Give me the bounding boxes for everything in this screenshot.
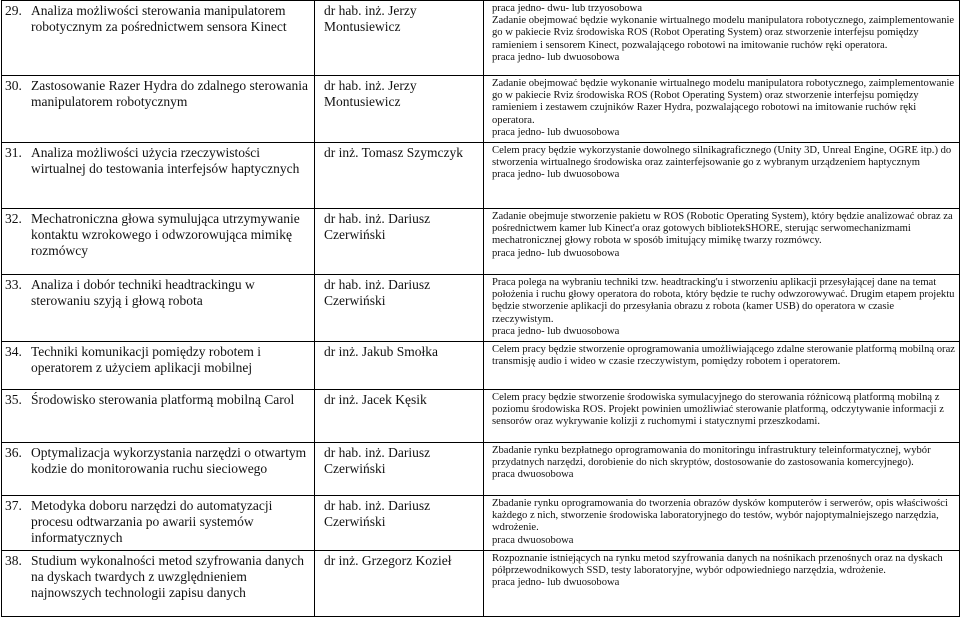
description-cell xyxy=(484,443,960,496)
thesis-title: Studium wykonalności metod szyfrowania danych na dyskach twardych z uwzględnieniem najnowszych technologii zapisu danych xyxy=(31,552,304,600)
thesis-mode: praca jedno- lub dwuosobowa xyxy=(492,51,620,63)
table-row xyxy=(2,342,960,390)
supervisor-cell xyxy=(315,1,484,76)
thesis-description: Praca polega na wybraniu techniki tzw. headtracking'u i stworzeniu aplikacji przesyłającej dane na temat położenia i ruchu głowy operatora do robota, który będzie te ruchy odwzorowywać. Drugim etapem projektu będzie stworzenie aplikacji do przesyłania obrazu z robota (kamer USB) do operatora w czasie rzeczywistym. xyxy=(492,277,955,325)
thesis-description: Zadanie obejmować będzie wykonanie wirtualnego modelu manipulatora robotycznego, zaimplementowanie go w pakiecie Rviz środowiska ROS (Robot Operating System) oraz stworzenie interfejsu pomiędzy ramieniem i zestawem czujników Razer Hydra, pozwalającego robotowi na imitowanie ruchów ręki operatora. xyxy=(492,78,955,126)
description-cell xyxy=(484,143,960,209)
thesis-description: Zadanie obejmować będzie wykonanie wirtualnego modelu manipulatora robotycznego, zaimplementowanie go w pakiecie Rviz środowiska ROS (Robot Operating System) oraz stworzenie interfejsu pomiędzy ramieniem i sensorem Kinect, pozwalającego robotowi na imitowanie ruchów ręki operatora. xyxy=(492,15,955,51)
row-number: 32. xyxy=(5,211,22,227)
description-cell xyxy=(484,550,960,616)
table-row xyxy=(2,390,960,443)
supervisor-name: dr inż. Jacek Kęsik xyxy=(324,392,427,408)
thesis-description: Zbadanie rynku oprogramowania do tworzenia obrazów dysków komputerów i serwerów, opis właściwości każdego z nich, stworzenie środowiska laboratoryjnego do testów, wybór najoptymalniejszego narzędzia, wdrożenie. xyxy=(492,498,948,534)
description-cell xyxy=(484,496,960,551)
topic-cell xyxy=(2,1,315,76)
topic-cell xyxy=(2,76,315,143)
topic-cell xyxy=(2,209,315,275)
row-number: 37. xyxy=(5,498,22,514)
thesis-title: Analiza i dobór techniki headtrackingu w sterowaniu szyją i głową robota xyxy=(31,277,255,309)
description-cell xyxy=(484,76,960,143)
topic-cell xyxy=(2,275,315,342)
supervisor-cell xyxy=(315,143,484,209)
topic-cell xyxy=(2,143,315,209)
thesis-title: Optymalizacja wykorzystania narzędzi o otwartym kodzie do monitorowania ruchu sieciowego xyxy=(31,445,307,477)
table-row xyxy=(2,496,960,551)
table-row xyxy=(2,1,960,76)
thesis-description: Celem pracy będzie stworzenie środowiska symulacyjnego do sterowania różnicową platformą mobilną z poziomu środowiska ROS. Projekt powinien umożliwiać sterowanie platformą, odczytywanie informacji z sensorów oraz wykrywanie kolizji z ruchomymi i statycznymi przeszkodami. xyxy=(492,392,944,428)
thesis-title: Techniki komunikacji pomiędzy robotem i operatorem z użyciem aplikacji mobilnej xyxy=(31,344,262,376)
description-cell xyxy=(484,275,960,342)
thesis-mode: praca dwuosobowa xyxy=(492,469,574,481)
description-cell xyxy=(484,342,960,390)
row-number: 38. xyxy=(5,552,22,568)
thesis-mode: praca dwuosobowa xyxy=(492,534,574,546)
thesis-mode: praca jedno- lub dwuosobowa xyxy=(492,325,620,337)
table-row xyxy=(2,550,960,616)
supervisor-name: dr hab. inż. Dariusz Czerwiński xyxy=(324,498,431,530)
supervisor-name: dr hab. inż. Dariusz Czerwiński xyxy=(324,277,431,309)
supervisor-cell xyxy=(315,342,484,390)
theses-table xyxy=(1,0,960,617)
row-number: 33. xyxy=(5,277,22,293)
row-number: 35. xyxy=(5,392,22,408)
supervisor-name: dr inż. Tomasz Szymczyk xyxy=(324,145,464,161)
topic-cell xyxy=(2,496,315,551)
thesis-title: Metodyka doboru narzędzi do automatyzacji procesu odtwarzania po awarii systemów informatycznych xyxy=(31,498,273,546)
thesis-mode: praca jedno- lub dwuosobowa xyxy=(492,126,620,138)
supervisor-cell xyxy=(315,390,484,443)
table-row xyxy=(2,76,960,143)
description-cell xyxy=(484,209,960,275)
thesis-mode-note: praca jedno- dwu- lub trzyosobowa xyxy=(492,3,643,14)
thesis-description: Zadanie obejmuje stworzenie pakietu w ROS (Robotic Operating System), który będzie analizować obraz za pośrednictwem kamer lub Kinect'a oraz gotowych bibliotekSHORE, sterując serwomechanizmami mechatronicznej głowy robota w sposób imitujący mimikę twarzy rozmówcy. xyxy=(492,211,953,247)
description-cell xyxy=(484,1,960,76)
supervisor-cell xyxy=(315,550,484,616)
thesis-mode: praca jedno- lub dwuosobowa xyxy=(492,247,620,259)
thesis-description: Rozpoznanie istniejących na rynku metod szyfrowania danych na nośnikach przenośnych oraz na dyskach półprzewodnikowych SSD, testy laboratoryjne, wybór odpowiedniego narzędzia, wdrożenie. xyxy=(492,552,943,577)
table-row xyxy=(2,443,960,496)
topic-cell xyxy=(2,550,315,616)
supervisor-cell xyxy=(315,496,484,551)
thesis-mode: praca jedno- lub dwuosobowa xyxy=(492,169,620,181)
supervisor-cell xyxy=(315,443,484,496)
supervisor-name: dr hab. inż. Jerzy Montusiewicz xyxy=(324,78,417,109)
supervisor-name: dr inż. Grzegorz Kozieł xyxy=(324,552,452,568)
supervisor-cell xyxy=(315,209,484,275)
description-cell xyxy=(484,390,960,443)
row-number: 36. xyxy=(5,445,22,461)
row-number: 34. xyxy=(5,344,22,360)
thesis-mode: praca jedno- lub dwuosobowa xyxy=(492,577,620,589)
row-number: 29. xyxy=(5,3,22,18)
row-number: 30. xyxy=(5,78,22,93)
thesis-title: Mechatroniczna głowa symulująca utrzymywanie kontaktu wzrokowego i odwzorowująca mimikę rozmówcy xyxy=(31,211,300,259)
supervisor-name: dr hab. inż. Jerzy Montusiewicz xyxy=(324,3,417,34)
topic-cell xyxy=(2,390,315,443)
topic-cell xyxy=(2,443,315,496)
thesis-title: Analiza możliwości użycia rzeczywistości wirtualnej do testowania interfejsów haptycznych xyxy=(31,145,300,177)
thesis-description: Celem pracy będzie wykorzystanie dowolnego silnikagraficznego (Unity 3D, Unreal Engine, OGRE itp.) do stworzenia wirtualnego środowiska oraz zainterfejsowanie go z wybranym urządzeniem haptycznym xyxy=(492,145,952,169)
thesis-title: Środowisko sterowania platformą mobilną Carol xyxy=(31,392,295,408)
thesis-description: Celem pracy będzie stworzenie oprogramowania umożliwiającego zdalne sterowanie platformą mobilną oraz transmisję audio i wideo w czasie rzeczywistym, pomiędzy robotem i operatorem. xyxy=(492,344,955,368)
table-row xyxy=(2,209,960,275)
supervisor-name: dr inż. Jakub Smołka xyxy=(324,344,438,360)
topic-cell xyxy=(2,342,315,390)
thesis-title: Zastosowanie Razer Hydra do zdalnego sterowania manipulatorem robotycznym xyxy=(31,78,309,109)
thesis-title: Analiza możliwości sterowania manipulatorem robotycznym za pośrednictwem sensora Kinect xyxy=(31,3,287,34)
supervisor-name: dr hab. inż. Dariusz Czerwiński xyxy=(324,211,431,243)
supervisor-cell xyxy=(315,275,484,342)
row-number: 31. xyxy=(5,145,22,161)
table-row xyxy=(2,275,960,342)
supervisor-name: dr hab. inż. Dariusz Czerwiński xyxy=(324,445,431,477)
table-row xyxy=(2,143,960,209)
supervisor-cell xyxy=(315,76,484,143)
thesis-description: Zbadanie rynku bezpłatnego oprogramowania do monitoringu infrastruktury teleinformatycznej, wybór przydatnych narzędzi, dorobienie do nich skryptów, dostosowanie do zastosowania komercyjnego). xyxy=(492,445,931,469)
